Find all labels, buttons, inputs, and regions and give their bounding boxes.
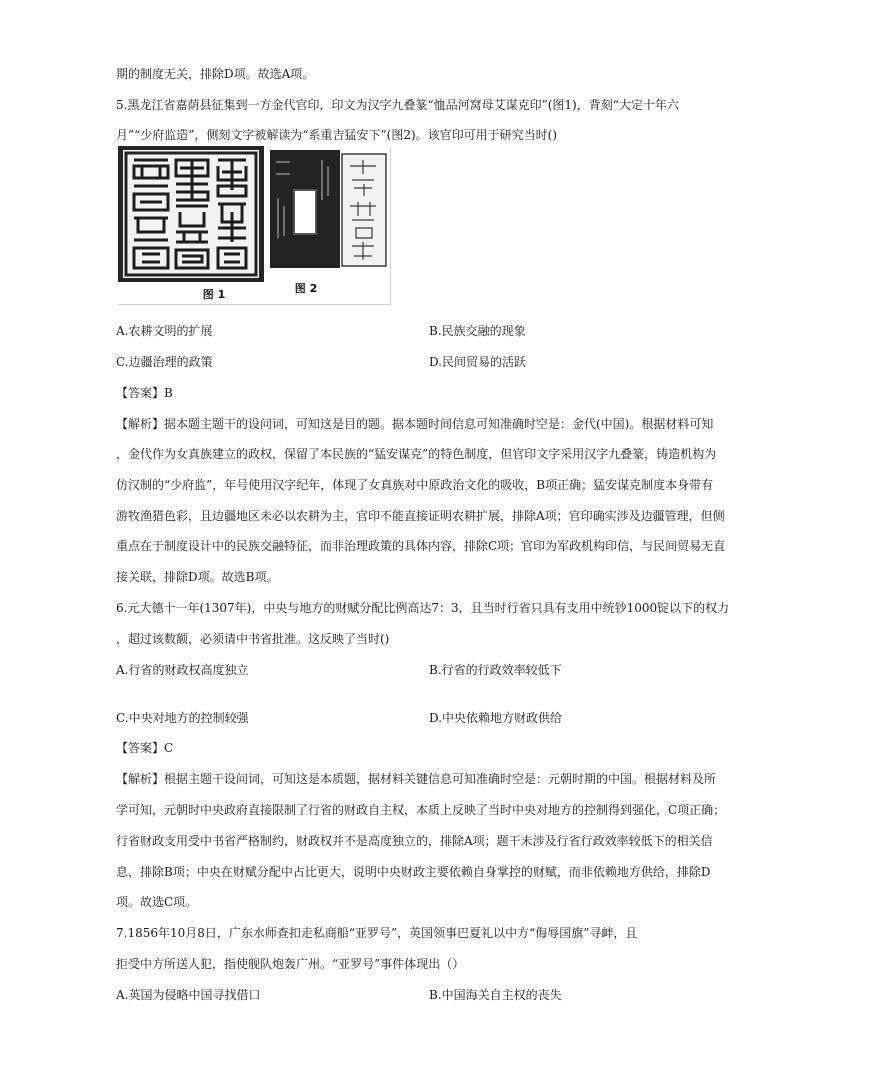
question-5-option-b[interactable]: B.民族交融的现象 xyxy=(429,324,526,338)
question-6-option-c[interactable]: C.中央对地方的控制较强 xyxy=(116,711,249,725)
seal-face-image xyxy=(118,146,264,304)
figure-1-caption: 图 1 xyxy=(202,288,226,301)
question-7-stem: 7.1856年10月8日，广东水师查扣走私商船“亚罗号”，英国领事巴夏礼以中方“侮辱国旗”寻衅，且 xyxy=(116,926,638,940)
question-6-explanation: 项。故选C项。 xyxy=(116,895,198,909)
question-5-explanation: 【解析】据本题主题干的设问词，可知这是目的题。据本题时间信息可知准确时空是：金代(中国)。根据材料可知 xyxy=(116,417,714,431)
question-6-explanation: 【解析】根据主题干设问词，可知这是本质题，据材料关键信息可知准确时空是：元朝时期的中国。根据材料及所 xyxy=(116,772,717,786)
question-6-answer: 【答案】C xyxy=(116,741,174,755)
question-6-option-d[interactable]: D.中央依赖地方财政供给 xyxy=(429,711,563,725)
question-7-stem-cont: 拒受中方所送人犯，指使舰队炮轰广州。“亚罗号”事件体现出（） xyxy=(116,957,465,971)
seal-side-image xyxy=(266,146,390,298)
question-7-option-a[interactable]: A.英国为侵略中国寻找借口 xyxy=(116,988,261,1002)
question-6-explanation: 行省财政支用受中书省严格制约，财政权并不是高度独立的，排除A项；题干未涉及行省行政效率较低下的相关信 xyxy=(116,834,713,848)
text-line: 期的制度无关，排除D项。故选A项。 xyxy=(116,67,315,81)
question-5-explanation: 重点在于制度设计中的民族交融特征，而非治理政策的具体内容，排除C项；官印为军政机构印信，与民间贸易无直 xyxy=(116,539,726,553)
question-5-answer: 【答案】B xyxy=(116,386,173,400)
question-6-stem-cont: ，超过该数额，必须请中书省批准。这反映了当时() xyxy=(116,632,390,646)
question-6-option-a[interactable]: A.行省的财政权高度独立 xyxy=(116,663,249,677)
figure-2-caption: 图 2 xyxy=(294,282,318,295)
question-7-option-b[interactable]: B.中国海关自主权的丧失 xyxy=(429,988,562,1002)
question-5-stem: 5.黑龙江省嘉荫县征集到一方金代官印，印文为汉字九叠篆“恤品河窝母艾谋克印”(图1)，背刻“大定十年六 xyxy=(116,98,679,112)
question-6-explanation: 息，排除B项；中央在财赋分配中占比更大，说明中央财政主要依赖自身掌控的财赋，而非依赖地方供给，排除D xyxy=(116,865,711,879)
question-5-option-c[interactable]: C.边疆治理的政策 xyxy=(116,355,213,369)
question-5-explanation: ，金代作为女真族建立的政权，保留了本民族的“猛安谋克”的特色制度，但官印文字采用汉字九叠篆，铸造机构为 xyxy=(116,447,717,461)
question-6-explanation: 学可知，元朝时中央政府直接限制了行省的财政自主权，本质上反映了当时中央对地方的控制得到强化，C项正确； xyxy=(116,803,726,817)
question-5-option-d[interactable]: D.民间贸易的活跃 xyxy=(429,355,527,369)
question-5-stem-cont: 月”“少府监造”，侧刻文字被解读为“系重吉猛安下”(图2)。该官印可用于研究当时() xyxy=(116,128,558,142)
question-6-stem: 6.元大德十一年(1307年)，中央与地方的财赋分配比例高达7：3，且当时行省只具有支用中统钞1000锭以下的权力 xyxy=(116,601,730,615)
question-5-explanation: 接关联，排除D项。故选B项。 xyxy=(116,570,279,584)
question-6-option-b[interactable]: B.行省的行政效率较低下 xyxy=(429,663,562,677)
question-5-explanation: 游牧渔猎色彩，且边疆地区未必以农耕为主，官印不能直接证明农耕扩展，排除A项；官印确实涉及边疆管理，但侧 xyxy=(116,509,725,523)
seal-figure xyxy=(118,146,391,305)
question-5-explanation: 仿汉制的“少府监”，年号使用汉字纪年，体现了女真族对中原政治文化的吸收，B项正确；猛安谋克制度本身带有 xyxy=(116,478,714,492)
question-5-option-a[interactable]: A.农耕文明的扩展 xyxy=(116,324,213,338)
